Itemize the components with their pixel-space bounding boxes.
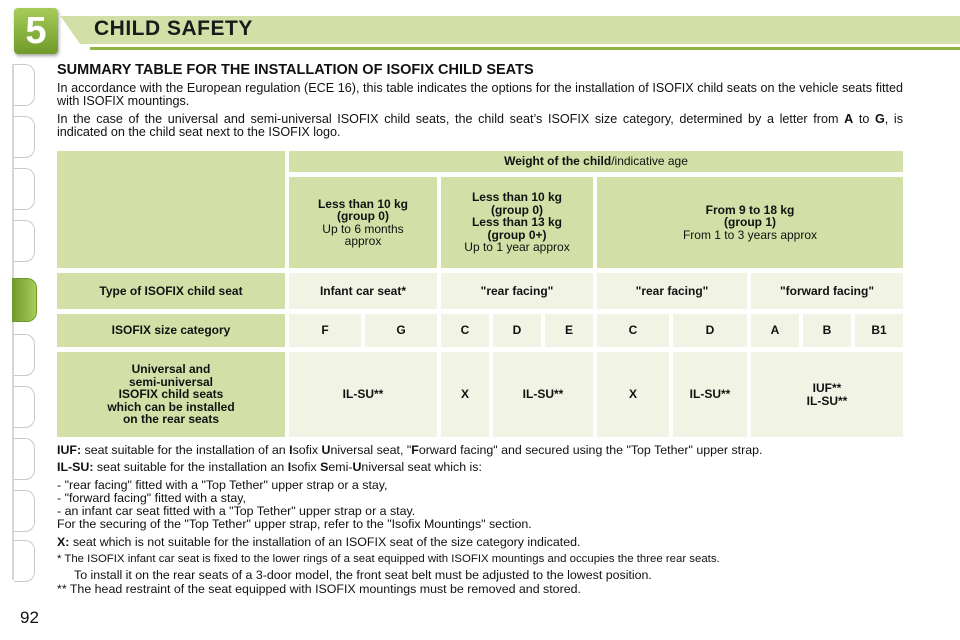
group-0-plus: Less than 10 kg (group 0) Less than 13 kg (group 0+) Up to 1 year approx [441,177,593,268]
note-iuf: IUF: seat suitable for the installation of an Isofix Universal seat, "Forward facing" and secured using the "Top Tether" upper strap. [57,443,763,457]
note-dash-item: - "forward facing" fitted with a stay, [57,491,246,505]
note-dash-item: - an infant car seat fitted with a "Top Tether" upper strap or a stay. [57,504,416,518]
side-tab-6[interactable] [14,334,35,376]
note-star: * The ISOFIX infant car seat is fixed to the lower rings of a seat equipped with ISOFIX mountings and occupies the three rear seats. [57,553,720,565]
note-ilsu: IL-SU: seat suitable for the installation an Isofix Semi-Universal seat which is: [57,460,482,474]
side-tab-4[interactable] [14,220,35,262]
rear-value: IL-SU** [673,352,747,437]
size-label: ISOFIX size category [57,314,285,347]
side-tab-3[interactable] [14,168,35,210]
side-tab-7[interactable] [14,386,35,428]
size-cell: G [365,314,437,347]
type-forward-facing: "forward facing" [751,273,903,309]
size-cell: E [545,314,593,347]
size-cell: B1 [855,314,903,347]
side-tab-8[interactable] [14,438,35,480]
rear-value-forward: IUF** IL-SU** [751,352,903,437]
chapter-side-tabs [0,64,36,584]
side-tab-1[interactable] [14,64,35,106]
rear-value: IL-SU** [289,352,437,437]
chapter-title: CHILD SAFETY [94,17,253,40]
page-number: 92 [20,608,39,627]
note-x: X: seat which is not suitable for the installation of an ISOFIX seat of the size category indicated. [57,535,581,549]
intro-paragraph-2: In the case of the universal and semi-universal ISOFIX child seats, the child seat’s ISOFIX size category, determined by a letter from A to G, is indicated on the child seat next to the ISOFIX logo. [57,112,903,139]
side-tab-2[interactable] [14,116,35,158]
isofix-summary-table [57,151,903,437]
type-rear-facing-1: "rear facing" [441,273,593,309]
note-double-star: ** The head restraint of the seat equipped with ISOFIX mountings must be removed and stored. [57,582,581,596]
rear-value: X [441,352,489,437]
intro-paragraph-1: In accordance with the European regulation (ECE 16), this table indicates the options for the installation of ISOFIX child seats on the vehicle seats fitted with ISOFIX mountings. [57,81,903,108]
rear-seats-label: Universal and semi-universal ISOFIX child seats which can be installed on the rear seats [57,352,285,437]
size-cell: C [597,314,669,347]
header-underline [90,47,960,50]
rear-value: IL-SU** [493,352,593,437]
size-cell: C [441,314,489,347]
weight-header: Weight of the child/indicative age [289,151,903,172]
size-cell: F [289,314,361,347]
note-dash-item: - "rear facing" fitted with a "Top Tether" upper strap or a stay, [57,478,388,492]
type-infant: Infant car seat* [289,273,437,309]
chapter-number-badge: 5 [14,8,58,54]
note-star-continued: To install it on the rear seats of a 3-door model, the front seat belt must be adjusted to the lowest position. [74,568,652,582]
size-cell: B [803,314,851,347]
size-cell: D [673,314,747,347]
group-0-infant: Less than 10 kg (group 0) Up to 6 months approx [289,177,437,268]
side-tab-9[interactable] [14,490,35,532]
group-1: From 9 to 18 kg (group 1) From 1 to 3 years approx [597,177,903,268]
side-tab-5-active[interactable] [12,278,37,322]
type-rear-facing-2: "rear facing" [597,273,747,309]
size-cell: A [751,314,799,347]
section-title: SUMMARY TABLE FOR THE INSTALLATION OF ISOFIX CHILD SEATS [57,62,534,78]
size-cell: D [493,314,541,347]
type-label: Type of ISOFIX child seat [57,273,285,309]
note-tether: For the securing of the "Top Tether" upper strap, refer to the "Isofix Mountings" section. [57,517,532,531]
side-tab-10[interactable] [14,540,35,582]
rear-value: X [597,352,669,437]
table-corner [57,151,285,268]
